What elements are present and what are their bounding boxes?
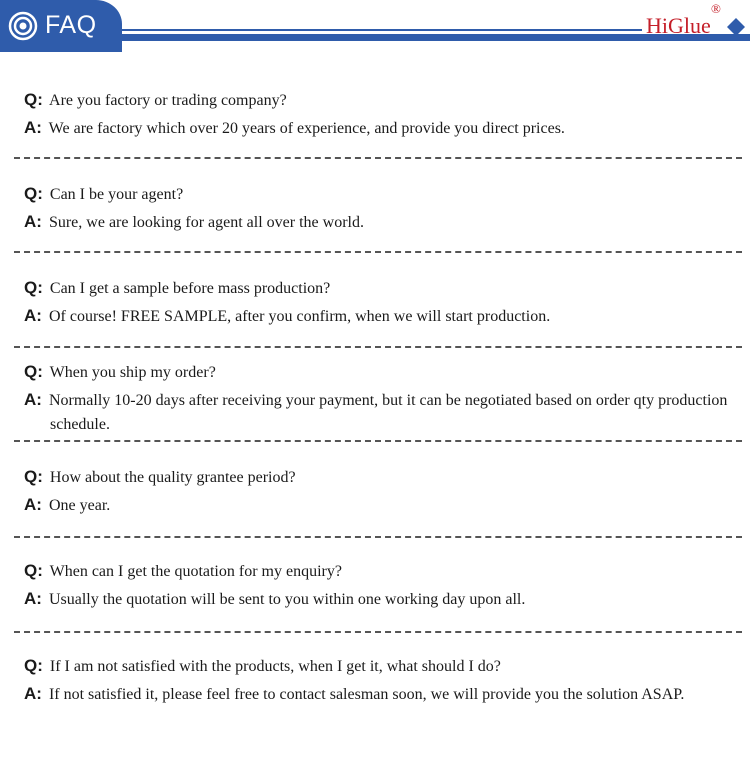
question-text: Can I get a sample before mass production?: [49, 280, 331, 297]
question-tag: Q:: [24, 467, 43, 486]
answer-text: Sure, we are looking for agent all over the world.: [48, 214, 364, 231]
question-text: Can I be your agent?: [49, 186, 184, 203]
question-tag: Q:: [24, 278, 43, 297]
dashed-divider: [14, 631, 742, 633]
target-icon: [8, 11, 38, 41]
answer-tag: A:: [24, 212, 42, 231]
dashed-divider: [14, 440, 742, 442]
answer-tag: A:: [24, 306, 42, 325]
answer-line: [24, 304, 746, 329]
question-text: When you ship my order?: [49, 364, 216, 381]
faq-title: FAQ: [45, 11, 97, 39]
question-text: When can I get the quotation for my enquiry?: [49, 563, 342, 580]
dashed-divider: [14, 536, 742, 538]
diamond-icon: [726, 17, 746, 37]
question-line: [24, 654, 746, 679]
question-line: [24, 559, 746, 584]
registered-mark: ®: [711, 1, 721, 16]
answer-text: If not satisfied it, please feel free to contact salesman soon, we will provide you the solution ASAP.: [48, 686, 685, 703]
question-text: How about the quality grantee period?: [49, 469, 296, 486]
answer-tag: A:: [24, 684, 42, 703]
answer-line: [24, 210, 746, 235]
dashed-divider: [14, 157, 742, 159]
question-tag: Q:: [24, 362, 43, 381]
answer-line: [24, 682, 746, 707]
faq-tab: [0, 0, 122, 52]
answer-line: [24, 388, 746, 437]
question-line: [24, 182, 746, 207]
faq-item: [24, 88, 746, 141]
question-text: If I am not satisfied with the products, when I get it, what should I do?: [49, 658, 501, 675]
answer-tag: A:: [24, 589, 42, 608]
dashed-divider: [14, 346, 742, 348]
answer-text: We are factory which over 20 years of experience, and provide you direct prices.: [48, 120, 565, 137]
answer-text: Normally 10-20 days after receiving your payment, but it can be negotiated based on order qty production schedule.: [48, 392, 728, 433]
faq-header: [0, 0, 750, 52]
header-rule-thin: [122, 29, 642, 31]
answer-tag: A:: [24, 495, 42, 514]
answer-line: [24, 587, 746, 612]
answer-text: Usually the quotation will be sent to you within one working day upon all.: [48, 591, 526, 608]
question-line: [24, 465, 746, 490]
faq-item: [24, 182, 746, 235]
brand-logo-text: HiGlue: [646, 13, 711, 38]
question-text: Are you factory or trading company?: [49, 92, 287, 109]
faq-item: [24, 360, 746, 437]
faq-item: [24, 276, 746, 329]
faq-item: [24, 654, 746, 707]
question-tag: Q:: [24, 90, 43, 109]
answer-tag: A:: [24, 118, 42, 137]
answer-line: [24, 116, 746, 141]
faq-item: [24, 559, 746, 612]
question-line: [24, 276, 746, 301]
question-tag: Q:: [24, 656, 43, 675]
answer-line: [24, 493, 746, 518]
answer-tag: A:: [24, 390, 42, 409]
question-line: [24, 360, 746, 385]
answer-text: One year.: [48, 497, 111, 514]
question-line: [24, 88, 746, 113]
question-tag: Q:: [24, 184, 43, 203]
question-tag: Q:: [24, 561, 43, 580]
faq-item: [24, 465, 746, 518]
dashed-divider: [14, 251, 742, 253]
answer-text: Of course! FREE SAMPLE, after you confirm, when we will start production.: [48, 308, 551, 325]
